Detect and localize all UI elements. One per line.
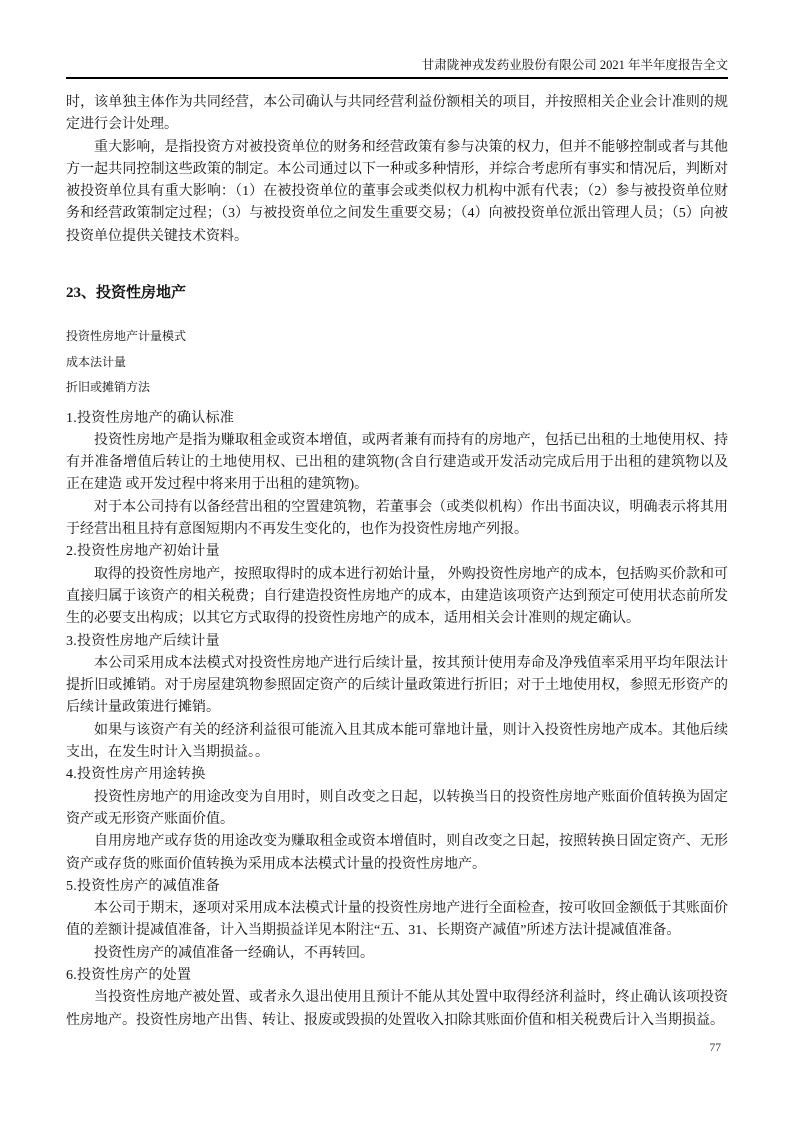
paragraph-impairment-check: 本公司于期末，逐项对采用成本法模式计量的投资性房地产进行全面检查，按可收回金额低于其账面价值的差额计提减值准备，计入当期损益详见本附注“五、31、长期资产减值”所述方法计提减值准备。	[66, 901, 728, 939]
intro-paragraph-continuation: 时，该单独主体作为共同经营，本公司确认与共同经营利益份额相关的项目，并按照相关企业会计准则的规定进行会计处理。	[66, 95, 728, 133]
page-header	[66, 57, 728, 79]
report-header-title: 甘肃陇神戎发药业股份有限公司 2021 年半年度报告全文	[421, 58, 728, 72]
subhead-impairment-provision: 5.投资性房产的减值准备	[66, 878, 220, 894]
meta-line-depreciation-method: 折旧或摊销方法	[66, 380, 151, 395]
paragraph-impairment-no-reversal: 投资性房产的减值准备一经确认，不再转回。	[94, 945, 374, 961]
subhead-initial-measurement: 2.投资性房地产初始计量	[66, 544, 220, 560]
paragraph-conversion-to-own-use: 投资性房地产的用途改变为自用时，则自改变之日起，以转换当日的投资性房地产账面价值转换为固定资产或无形资产账面价值。	[66, 789, 728, 827]
subhead-disposal: 6.投资性房产的处置	[66, 968, 192, 983]
paragraph-initial-measurement: 取得的投资性房地产，按照取得时的成本进行初始计量， 外购投资性房地产的成本，包括购买价款和可直接归属于该资产的相关税费；自行建造投资性房地产的成本，由建造该项资产达到预定可使用状态前所发生的必要支出构成；以其它方式取得的投资性房地产的成本，适用相关会计准则的规定确认。	[66, 566, 728, 627]
paragraph-subsequent-expenditure: 如果与该资产有关的经济利益很可能流入且其成本能可靠地计量，则计入投资性房地产成本。其他后续支出，在发生时计入当期损益。。	[66, 722, 728, 761]
paragraph-subsequent-measurement: 本公司采用成本法模式对投资性房地产进行后续计量，按其预计使用寿命及净残值率采用平均年限法计提折旧或摊销。对于房屋建筑物参照固定资产的后续计量政策进行折旧；对于土地使用权，参照无形资产的后续计量政策进行摊销。	[66, 655, 728, 716]
intro-paragraph-significant-influence: 重大影响，是指投资方对被投资单位的财务和经营政策有参与决策的权力，但并不能够控制或者与其他方一起共同控制这些政策的制定。本公司通过以下一种或多种情形，并综合考虑所有事实和情况后，判断对被投资单位具有重大影响：（1）在被投资单位的董事会或类似权力机构中派有代表；（2）参与被投资单位财务和经营政策制定过程；（3）与被投资单位之间发生重要交易；（4）向被投资单位派出管理人员；（5）向被投资单位提供关键技术资料。	[66, 139, 728, 244]
measurement-meta-block	[66, 324, 728, 401]
subhead-subsequent-measurement: 3.投资性房地产后续计量	[66, 633, 220, 649]
meta-line-cost-method: 成本法计量	[66, 354, 127, 369]
paragraph-conversion-to-investment: 自用房地产或存货的用途改变为赚取租金或资本增值时，则自改变之日起，按照转换日固定资产、无形资产或存货的账面价值转换为采用成本法模式计量的投资性房地产。	[66, 834, 728, 872]
subhead-recognition-criteria: 1.投资性房地产的确认标准	[66, 410, 235, 426]
meta-line-measurement-model: 投资性房地产计量模式	[66, 329, 187, 344]
header-divider	[66, 77, 728, 79]
section-heading-investment-property: 23、投资性房地产	[66, 285, 187, 302]
paragraph-disposal: 当投资性房地产被处置、或者永久退出使用且预计不能从其处置中取得经济利益时，终止确认该项投资性房地产。投资性房地产出售、转让、报废或毁损的处置收入扣除其账面价值和相关税费后计入当期损益。	[66, 990, 728, 1028]
page-number: 77	[709, 1042, 721, 1054]
paragraph-recognition-definition: 投资性房地产是指为赚取租金或资本增值，或两者兼有而持有的房地产，包括已出租的土地使用权、持有并准备增值后转让的土地使用权、已出租的建筑物(含自行建造或开发活动完成后用于出租的建筑物以及正在建造 或开发过程中将来用于出租的建筑物)。	[66, 432, 728, 493]
document-body	[66, 92, 728, 1032]
subhead-purpose-conversion: 4.投资性房产用途转换	[66, 767, 206, 783]
paragraph-vacant-buildings: 对于本公司持有以备经营出租的空置建筑物，若董事会（或类似机构）作出书面决议，明确表示将其用于经营出租且持有意图短期内不再发生变化的，也作为投资性房地产列报。	[66, 499, 728, 538]
